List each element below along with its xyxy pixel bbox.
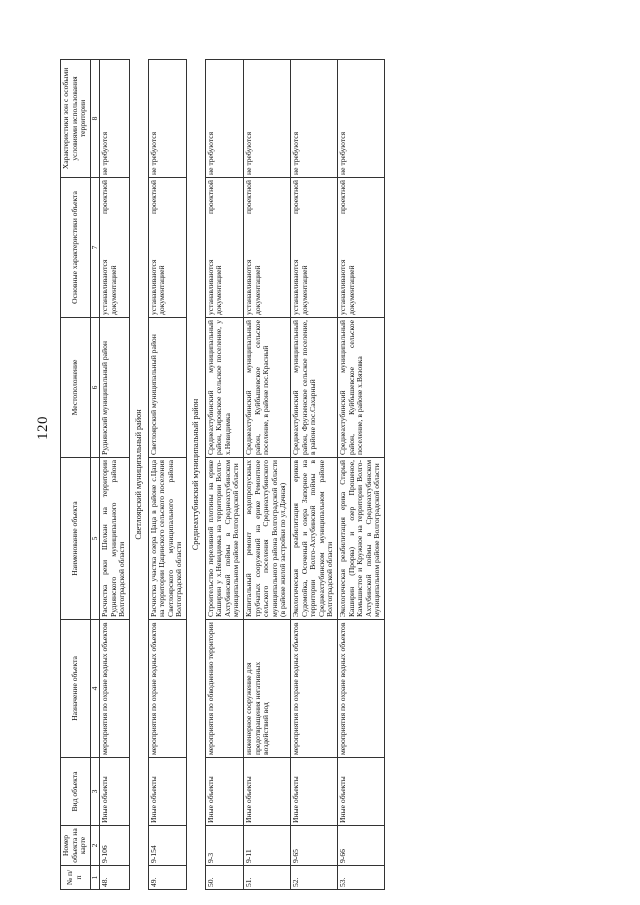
table-row <box>100 60 130 890</box>
row-index: 52. <box>290 866 337 890</box>
column-number: 1 <box>90 866 100 890</box>
header-cell: Номер объекта на карте <box>61 826 91 866</box>
table-row <box>205 60 243 890</box>
object-location: Среднеахтубинский муниципальный район, Кировское сельское поселение, у х.Невидимка <box>205 318 243 458</box>
object-type: Иные объекты <box>148 758 186 826</box>
object-code: 9-3 <box>205 826 243 866</box>
column-number: 3 <box>90 758 100 826</box>
object-type: Иные объекты <box>100 758 130 826</box>
table-row <box>148 60 186 890</box>
section-row <box>130 60 149 890</box>
header-cell: Вид объекта <box>61 758 91 826</box>
column-number: 7 <box>90 178 100 318</box>
object-characteristics: устанавливаются проектной документацией <box>244 178 291 318</box>
page-number: 120 <box>35 416 51 440</box>
row-index: 50. <box>205 866 243 890</box>
section-title: Светлоярский муниципальный район <box>134 409 144 540</box>
table-row <box>290 60 337 890</box>
object-zones: не требуются <box>148 60 186 178</box>
object-location: Руднянский муниципальный район <box>100 318 130 458</box>
object-location: Среднеахтубинский муниципальный район, Фрунзенское сельское поселение, в районе пос.Сахарный <box>290 318 337 458</box>
header-cell: № п/п <box>61 866 91 890</box>
object-location: Среднеахтубинский муниципальный район, Куйбышевское сельское поселение, в районе х.Вязовка <box>337 318 384 458</box>
column-number: 8 <box>90 60 100 178</box>
header-cell: Основные характеристики объекта <box>61 178 91 318</box>
object-characteristics: устанавливаются проектной документацией <box>337 178 384 318</box>
object-name: Строительство переливной плотины на ерике Каширин у х.Невидимка на территории Волго-Ахтубинской поймы в Среднеахтубинском муниципальном районе Волгоградской области <box>205 458 243 620</box>
object-characteristics: устанавливаются проектной документацией <box>205 178 243 318</box>
column-number: 4 <box>90 620 100 758</box>
object-code: 9-66 <box>337 826 384 866</box>
object-characteristics: устанавливаются проектной документацией <box>100 178 130 318</box>
object-location: Светлоярский муниципальный район <box>148 318 186 458</box>
header-row <box>61 60 91 890</box>
object-name: Экологическая реабилитация ерика Старый Каширин (Прорва) и озер Прошеное, Камышистое и Кружное на территории Волго-Ахтубинской поймы в Среднеахтубинском муниципальном районе Волгоградской области <box>337 458 384 620</box>
objects-table <box>60 59 385 890</box>
object-characteristics: устанавливаются проектной документацией <box>148 178 186 318</box>
column-number: 5 <box>90 458 100 620</box>
object-zones: не требуются <box>337 60 384 178</box>
object-code: 9-65 <box>290 826 337 866</box>
object-type: Иные объекты <box>244 758 291 826</box>
object-purpose: мероприятия по обводнению территории <box>205 620 243 758</box>
column-number: 2 <box>90 826 100 866</box>
object-purpose: инженерное сооружение для предотвращения негативных воздействий вод <box>244 620 291 758</box>
object-type: Иные объекты <box>337 758 384 826</box>
object-name: Капитальный ремонт водопропускных трубчатых сооружений на ерике Ремонтное сельского поселения Среднеахтубинского муниципального района Волгоградской области (в районе жилой застройки по ул.Дачная) <box>244 458 291 620</box>
document-table-container <box>60 60 385 890</box>
object-zones: не требуются <box>205 60 243 178</box>
object-code: 9-11 <box>244 826 291 866</box>
section-title: Среднеахтубинский муниципальный район <box>191 398 201 551</box>
object-name: Расчистка реки Шелкан на территории Руднянского муниципального района Волгоградской области <box>100 458 130 620</box>
header-cell: Назначение объекта <box>61 620 91 758</box>
object-purpose: мероприятия по охране водных объектов <box>100 620 130 758</box>
object-name: Экологическая реабилитация ериков Судомойка, Осоченый и озера Запорное на территории Волго-Ахтубинской поймы в Среднеахтубинском муниципальном районе Волгоградской области <box>290 458 337 620</box>
object-zones: не требуются <box>244 60 291 178</box>
object-purpose: мероприятия по охране водных объектов <box>337 620 384 758</box>
object-purpose: мероприятия по охране водных объектов <box>148 620 186 758</box>
column-number: 6 <box>90 318 100 458</box>
object-type: Иные объекты <box>205 758 243 826</box>
column-number-row <box>90 60 100 890</box>
object-code: 9-154 <box>148 826 186 866</box>
row-index: 49. <box>148 866 186 890</box>
section-row <box>187 60 206 890</box>
row-index: 53. <box>337 866 384 890</box>
row-index: 51. <box>244 866 291 890</box>
object-name: Расчистка участка озера Цаца в районе с.Цаца на территории Цацинского сельского поселения Светлоярского муниципального района Волгоградской области <box>148 458 186 620</box>
header-cell: Местоположение <box>61 318 91 458</box>
table-row <box>337 60 384 890</box>
table-row <box>244 60 291 890</box>
header-cell: Характеристики зон с особыми условиями использования территории <box>61 60 91 178</box>
object-type: Иные объекты <box>290 758 337 826</box>
object-zones: не требуются <box>290 60 337 178</box>
object-zones: не требуются <box>100 60 130 178</box>
object-purpose: мероприятия по охране водных объектов <box>290 620 337 758</box>
object-location: Среднеахтубинский муниципальный район, Куйбышевское сельское поселение, в районе пос.Красный <box>244 318 291 458</box>
row-index: 48. <box>100 866 130 890</box>
header-cell: Наименование объекта <box>61 458 91 620</box>
object-characteristics: устанавливаются проектной документацией <box>290 178 337 318</box>
object-code: 9-106 <box>100 826 130 866</box>
